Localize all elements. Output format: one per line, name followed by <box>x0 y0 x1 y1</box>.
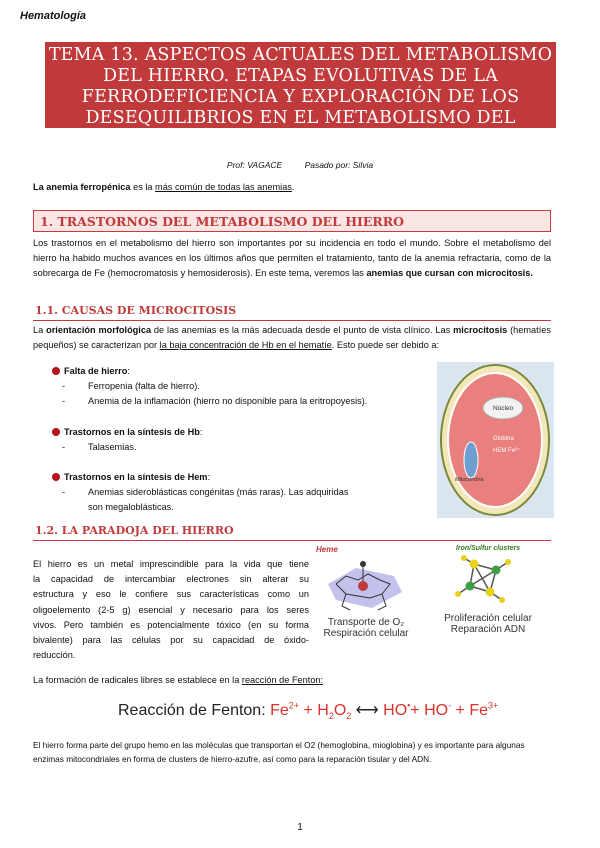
sulfur-atom <box>461 555 467 561</box>
text: de las anemias es la más adecuada desde el punto de vista clínico. Las <box>151 325 454 335</box>
iron-atom <box>466 582 475 591</box>
text: (hematíes pequeños) se caracterizan por <box>33 325 551 351</box>
list-item-text: Anemia de la inflamación (hierro no disponible para la eritropoyesis). <box>88 396 368 407</box>
sulfur-atom <box>486 588 495 597</box>
list-item: - Ferropenia (falta de hierro). <box>62 381 200 392</box>
list-item: - Anemia de la inflamación (hierro no disponible para la eritropoyesis). <box>62 396 368 407</box>
causes-list <box>52 364 382 516</box>
cause-group-iron <box>52 364 382 379</box>
list-item-text: Anemias sideroblásticas congénitas (más raras). Las adquiridas <box>88 487 349 498</box>
heme-molecule-icon <box>316 554 411 612</box>
section-1-title: 1. TRASTORNOS DEL METABOLISMO DEL HIERRO <box>40 214 405 229</box>
list-item: - Anemias sideroblásticas congénitas (más raras). Las adquiridas <box>62 487 349 498</box>
paragraph-line: vivos. Pero también es potencialmente tóxico (en su forma <box>33 619 309 630</box>
oxygen-atom <box>360 561 366 567</box>
cause-suffix: : <box>199 426 203 437</box>
list-item-text: Talasemias. <box>88 441 137 452</box>
intro-end: . <box>291 182 295 192</box>
passed-by-label: Pasado por: Silvia <box>304 160 374 170</box>
title-line: TEMA 13. ASPECTOS ACTUALES DEL METABOLISMO <box>48 45 553 65</box>
fenton-intro <box>33 673 553 688</box>
fenton-label: Reacción de Fenton: <box>118 702 271 719</box>
fenton-underlined: reacción de Fenton: <box>241 675 324 685</box>
text: . Esto puede ser debido a: <box>331 340 440 351</box>
cause-group-hem <box>52 470 382 485</box>
title-line: FERRODEFICIENCIA Y EXPLORACIÓN DE LOS <box>81 87 520 107</box>
header-subject: Hematología <box>20 10 87 22</box>
bold-text: orientación morfológica <box>46 325 152 335</box>
section-1-paragraph <box>33 236 551 282</box>
underlined-text: la baja concentración de Hb en el hematíe <box>159 340 332 351</box>
sulfur-atom <box>505 559 511 565</box>
heme-figure <box>316 545 416 639</box>
iron-sulfur-cluster-icon <box>428 552 548 608</box>
sulfur-atom <box>470 560 479 569</box>
cause-suffix: : <box>127 366 130 376</box>
paragraph-line: la capacidad de intercambiar electrones sin alterar su <box>33 574 309 585</box>
paragraph-line: oligoelemento (2-5 g) esencial y necesario para los seres <box>33 604 309 615</box>
section-1-1-heading <box>33 302 551 321</box>
reaction-arrow-icon: ⟷ <box>351 702 384 719</box>
title-line: DESEQUILIBRIOS EN EL METABOLISMO DEL <box>85 108 516 128</box>
final-paragraph: El hierro forma parte del grupo hemo en las moléculas que transportan el O2 (hemoglobina, mioglobina) y es importante para algunas enzimas mitocondriales en forma de clusters de hierro-azufre, así como para la reparación tisular y del ADN. <box>33 740 525 764</box>
iron-atom <box>492 566 501 575</box>
intro-bold: La anemia ferropénica <box>33 182 131 192</box>
sulfur-atom <box>499 597 505 603</box>
title-line: DEL HIERRO. ETAPAS EVOLUTIVAS DE LA <box>103 66 498 86</box>
intro-text: es la <box>130 182 156 192</box>
sulfur-atom <box>455 591 461 597</box>
fenton-equation <box>118 700 498 721</box>
fenton-intro-text: La formación de radicales libres se establece en la <box>33 675 242 685</box>
cause-label: Trastornos en la síntesis de Hb <box>64 426 200 437</box>
list-item: - Talasemias. <box>62 441 137 452</box>
cluster-caption-2: Reparación ADN <box>450 624 526 635</box>
list-item-text: son megaloblásticas. <box>88 502 174 513</box>
mitochondria-shape <box>464 442 478 478</box>
erythroblast-illustration <box>437 362 554 518</box>
paragraph-line: bivalente) para las células por su capacidad de óxido- <box>33 635 309 646</box>
text: La <box>33 325 47 335</box>
products: $HO^•+ HO^- + Fe^{3+}$ <box>383 700 499 719</box>
list-item <box>52 500 382 515</box>
bullet-icon <box>52 428 60 436</box>
section-1-bold: anemias que cursan con microcitosis. <box>366 268 533 279</box>
prof-label: Prof: VAGACE <box>226 160 283 170</box>
globin-label: Globina <box>493 436 514 442</box>
cause-group-hb <box>52 425 382 440</box>
section-1-1-paragraph <box>33 323 551 353</box>
bold-text: microcitosis <box>453 325 508 335</box>
cluster-figure <box>428 545 548 635</box>
author-line <box>0 160 600 170</box>
paragraph-line: estructura y eso le confiere sus características como un <box>33 589 309 600</box>
paragraph-line: reducción. <box>33 650 76 661</box>
section-1-1-title: 1.1. CAUSAS DE MICROCITOSIS <box>35 304 237 317</box>
intro-paragraph <box>33 180 553 195</box>
bullet-icon <box>52 473 60 481</box>
chapter-title-box <box>45 42 556 128</box>
section-1-2-title: 1.2. LA PARADOJA DEL HIERRO <box>35 524 234 537</box>
nucleus-label: Núcleo <box>493 405 514 412</box>
intro-underline: más común de todas las anemias <box>155 182 292 192</box>
heme-caption-1: Transporte de O₂ <box>327 617 405 628</box>
cluster-bonds <box>458 558 508 600</box>
list-item-text: Ferropenia (falta de hierro). <box>88 381 200 392</box>
cause-label: Falta de hierro <box>64 366 128 376</box>
mitochondria-label: Mitocondria <box>455 477 484 483</box>
cluster-label: Iron/Sulfur clusters <box>455 545 521 552</box>
bullet-icon <box>52 367 60 375</box>
cluster-caption-1: Proliferación celular <box>444 613 532 624</box>
fe2-term: $Fe^{2+} + H_2O_2$ <box>270 700 352 722</box>
page-number: 1 <box>297 822 303 833</box>
hem-label: HEM Fe²⁺ <box>493 448 521 454</box>
paragraph-line: El hierro es un metal imprescindible para la vida que tiene <box>33 559 309 569</box>
heme-caption-2: Respiración celular <box>323 628 409 639</box>
section-1-text: Los trastornos en el metabolismo del hierro son importantes por su incidencia en todo el mundo. Sobre el metabolismo del hierro ha habido muchos avances en los últimos años que permiten el tratamiento, tanto de la anemia refractaria, como de la sobrecarga de Fe (hemocromatosis y hemosiderosis). En este tema, veremos las <box>33 238 551 279</box>
paradox-paragraph <box>33 557 309 663</box>
iron-atom <box>358 581 368 591</box>
section-1-heading <box>33 210 551 232</box>
heme-label: Heme <box>316 545 338 554</box>
section-1-2-heading <box>33 522 551 541</box>
cause-suffix: : <box>207 472 211 483</box>
cause-label: Trastornos en la síntesis de Hem <box>64 472 208 483</box>
